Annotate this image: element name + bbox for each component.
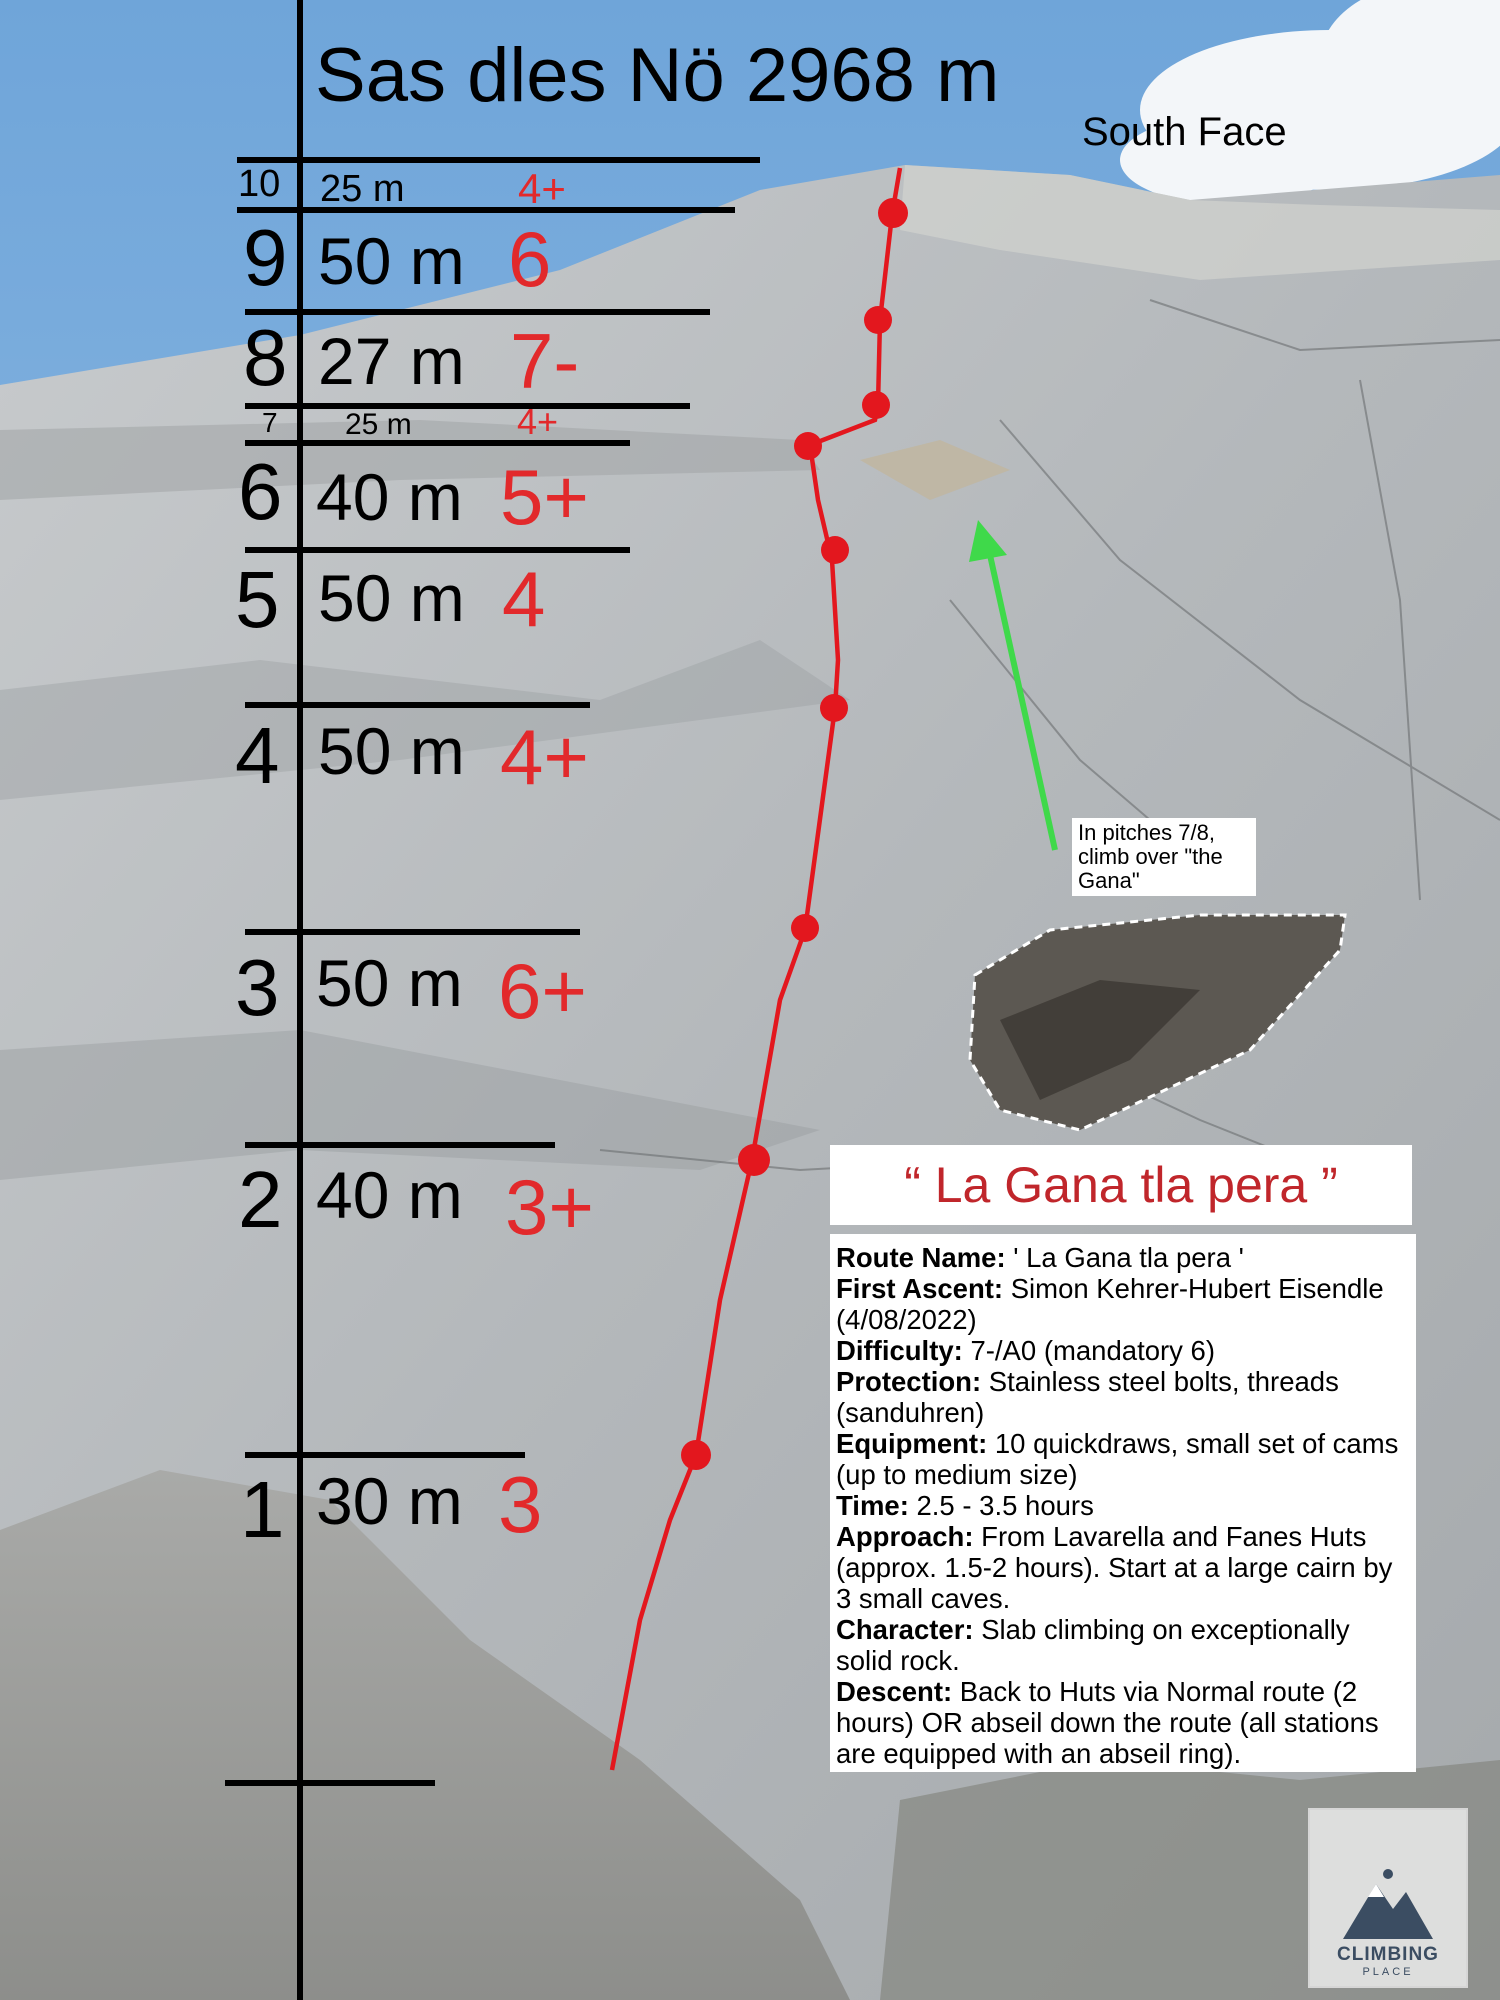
belay-station [878,198,908,228]
pitch-number: 5 [235,555,280,644]
pitch-length: 50 m [318,224,465,298]
mountain-logo-icon [1338,1864,1438,1944]
info-character: Character: Slab climbing on exceptionally solid rock. [836,1614,1350,1676]
pitch-grade: 4 [502,555,546,643]
page-title: Sas dles Nö 2968 m [315,33,1000,118]
route-info-panel [830,1234,1416,1772]
pitch-number: 10 [238,163,281,205]
pitch-number: 7 [262,407,278,438]
pitch-number: 6 [238,447,283,536]
route-title: “ La Gana tla pera ” [830,1145,1412,1225]
pitch-grade: 3+ [505,1163,594,1251]
belay-station [681,1440,711,1470]
pitch-number: 4 [235,711,280,800]
pitch-length: 50 m [318,561,465,635]
pitch-number: 3 [235,943,280,1032]
info-equipment: Equipment: 10 quickdraws, small set of cams (up to medium size) [836,1428,1399,1490]
pitch-length: 27 m [318,324,465,398]
info-first-ascent: First Ascent: Simon Kehrer-Hubert Eisendle (4/08/2022) [836,1273,1384,1335]
logo-name: CLIMBING [1337,1944,1439,1965]
face-subtitle: South Face [1082,110,1287,154]
pitch-grade: 6+ [498,947,587,1035]
info-approach: Approach: From Lavarella and Fanes Huts (approx. 1.5-2 hours). Start at a large cairn by 3 small caves. [836,1521,1393,1614]
pitch-grade: 4+ [517,401,559,442]
belay-station [794,432,822,460]
belay-station [821,536,849,564]
pitch-length: 50 m [316,946,463,1020]
pitch-length: 50 m [318,714,465,788]
belay-station [791,914,819,942]
pitch-length: 25 m [320,168,405,210]
logo-sub: PLACE [1362,1966,1414,1978]
pitch-grade: 3 [498,1460,543,1549]
belay-station [862,391,890,419]
climbing-place-logo [1308,1808,1468,1988]
info-difficulty: Difficulty: 7-/A0 (mandatory 6) [836,1335,1215,1366]
belay-station [738,1144,770,1176]
pitch-grade: 5+ [500,453,589,541]
pitch-grade: 7- [510,317,580,405]
belay-station [820,694,848,722]
pitch-number: 8 [243,313,288,402]
pitch-grade: 4+ [518,165,566,212]
pitch-length: 30 m [316,1464,463,1538]
pitch-number: 2 [238,1155,283,1244]
gana-callout: In pitches 7/8, climb over "the Gana" [1072,818,1256,896]
info-route-name: Route Name: ' La Gana tla pera ' [836,1242,1244,1273]
pitch-number: 9 [243,213,288,302]
pitch-length: 40 m [316,460,463,534]
info-time: Time: 2.5 - 3.5 hours [836,1490,1094,1521]
pitch-grade: 4+ [500,713,589,801]
belay-station [864,306,892,334]
pitch-length: 40 m [316,1158,463,1232]
info-protection: Protection: Stainless steel bolts, threads (sanduhren) [836,1366,1339,1428]
pitch-length: 25 m [345,408,412,441]
pitch-number: 1 [240,1465,285,1554]
info-descent: Descent: Back to Huts via Normal route (2 hours) OR abseil down the route (all stations are equipped with an abseil ring). [836,1676,1379,1769]
pitch-grade: 6 [508,215,552,303]
